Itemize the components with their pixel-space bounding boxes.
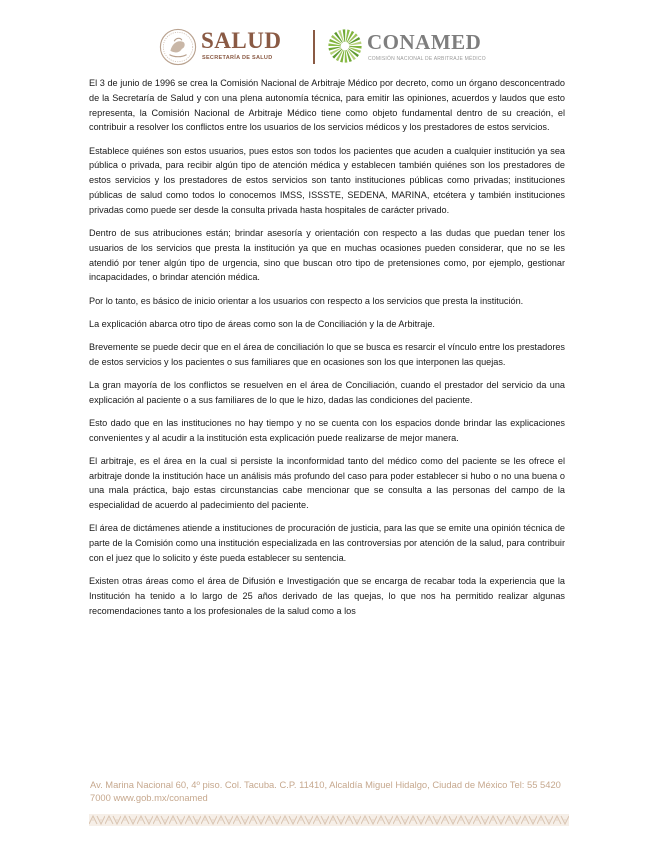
paragraph: Por lo tanto, es básico de inicio orientar a los usuarios con respecto a los servicios que presta la institución.: [89, 295, 524, 306]
paragraph: El área de dictámenes atiende a instituciones de procuración de justicia, para las que se emite una opinión técnica de parte de la Comisión como una institución especializada en las controversias por atención de la salud, para contribuir con el juez que lo solicito y éste pueda establecer su sentencia.: [89, 523, 565, 564]
paragraph: Existen otras áreas como el área de Difusión e Investigación que se encarga de recabar toda la experiencia que la Institución ha tenido a lo largo de 25 años derivado de las quejas, lo que nos ha permitido realizar algunas recomendaciones tanto a los profesionales de la salud como a los: [89, 576, 565, 616]
paragraph: El 3 de junio de 1996 se crea la Comisión Nacional de Arbitraje Médico por decreto, como un órgano desconcentrado de la Secretaría de Salud y con una plena autonomía técnica, para emitir las opiniones, acuerdos y laudos que esto representa, la Comisión Nacional de Arbitraje Médico tiene como objeto fundamental dentro de su creación, el contribuir a resolver los conflictos entre los usuarios de los servicios médicos y los prestadores de estos servicios.: [89, 78, 565, 133]
paragraph: La gran mayoría de los conflictos se resuelven en el área de Conciliación, cuando el prestador del servicio da una explicación al paciente o a sus familiares de lo que le hizo, dadas las condiciones del paciente.: [89, 379, 565, 405]
paragraph: Dentro de sus atribuciones están; brindar asesoría y orientación con respecto a las dudas que puedan tener los usuarios de los servicios que presta la institución ya que en muchas ocasiones pueden considerar, que no se les atendió por tener algún tipo de urgencia, sino que buscan otro tipo de pretensiones como, por ejemplo, gestionar incapacidades, o brindar atención médica.: [89, 227, 565, 283]
paragraph: La explicación abarca otro tipo de áreas como son la de Conciliación y la de Arbitraje.: [89, 318, 435, 329]
paragraph: Esto dado que en las instituciones no hay tiempo y no se cuenta con los espacios donde brindar las explicaciones convenientes y al acudir a la institución esta explicación puede realizarse de mejor manera.: [89, 417, 565, 443]
letterhead: [0, 26, 655, 72]
conamed-subtitle: COMISIÓN NACIONAL DE ARBITRAJE MÉDICO: [368, 56, 486, 62]
salud-subtitle: SECRETARÍA DE SALUD: [202, 55, 273, 61]
conamed-sunburst-icon: [326, 27, 364, 65]
footer-address: Av. Marina Nacional 60, 4º piso. Col. Tacuba. C.P. 11410, Alcaldía Miguel Hidalgo, Ciudad de México Tel: 55 5420: [90, 779, 561, 790]
mexican-seal-icon: [159, 28, 197, 66]
salud-wordmark: SALUD: [201, 28, 282, 53]
decorative-footer-band: [89, 814, 569, 826]
paragraph: Establece quiénes son estos usuarios, pues estos son todos los pacientes que acuden a cualquier institución ya sea pública o privada, para recibir algún tipo de atención médica y establecen también quiénes son los prestadores de estos servicios y los prestadores de estos servicios son tanto instituciones públicas como privadas; instituciones públicas de salud como todos lo conocemos IMSS, ISSSTE, SEDENA, MARINA, etcétera y también instituciones privadas como puede ser desde la consulta privada hasta hospitales de carácter privado.: [89, 145, 565, 215]
letter-body: [89, 76, 565, 627]
paragraph: Brevemente se puede decir que en el área de conciliación lo que se busca es resarcir el vínculo entre los prestadores de estos servicios y los pacientes o sus familiares que en ocasiones son los que interponen las quejas.: [89, 341, 565, 367]
paragraph: El arbitraje, es el área en la cual si persiste la inconformidad tanto del médico como del paciente se les ofrece el arbitraje donde la institución hace un análisis más profundo del caso para poder establecer si hubo o no una buena o una mala práctica, bajo estas circunstancias cabe mencionar que se consulta a las personas del campo de la especialidad de acuerdo al padecimiento del paciente.: [89, 455, 565, 511]
conamed-wordmark: CONAMED: [367, 30, 482, 54]
logo-divider: [313, 30, 315, 64]
footer-contact: 7000 www.gob.mx/conamed: [90, 792, 208, 803]
